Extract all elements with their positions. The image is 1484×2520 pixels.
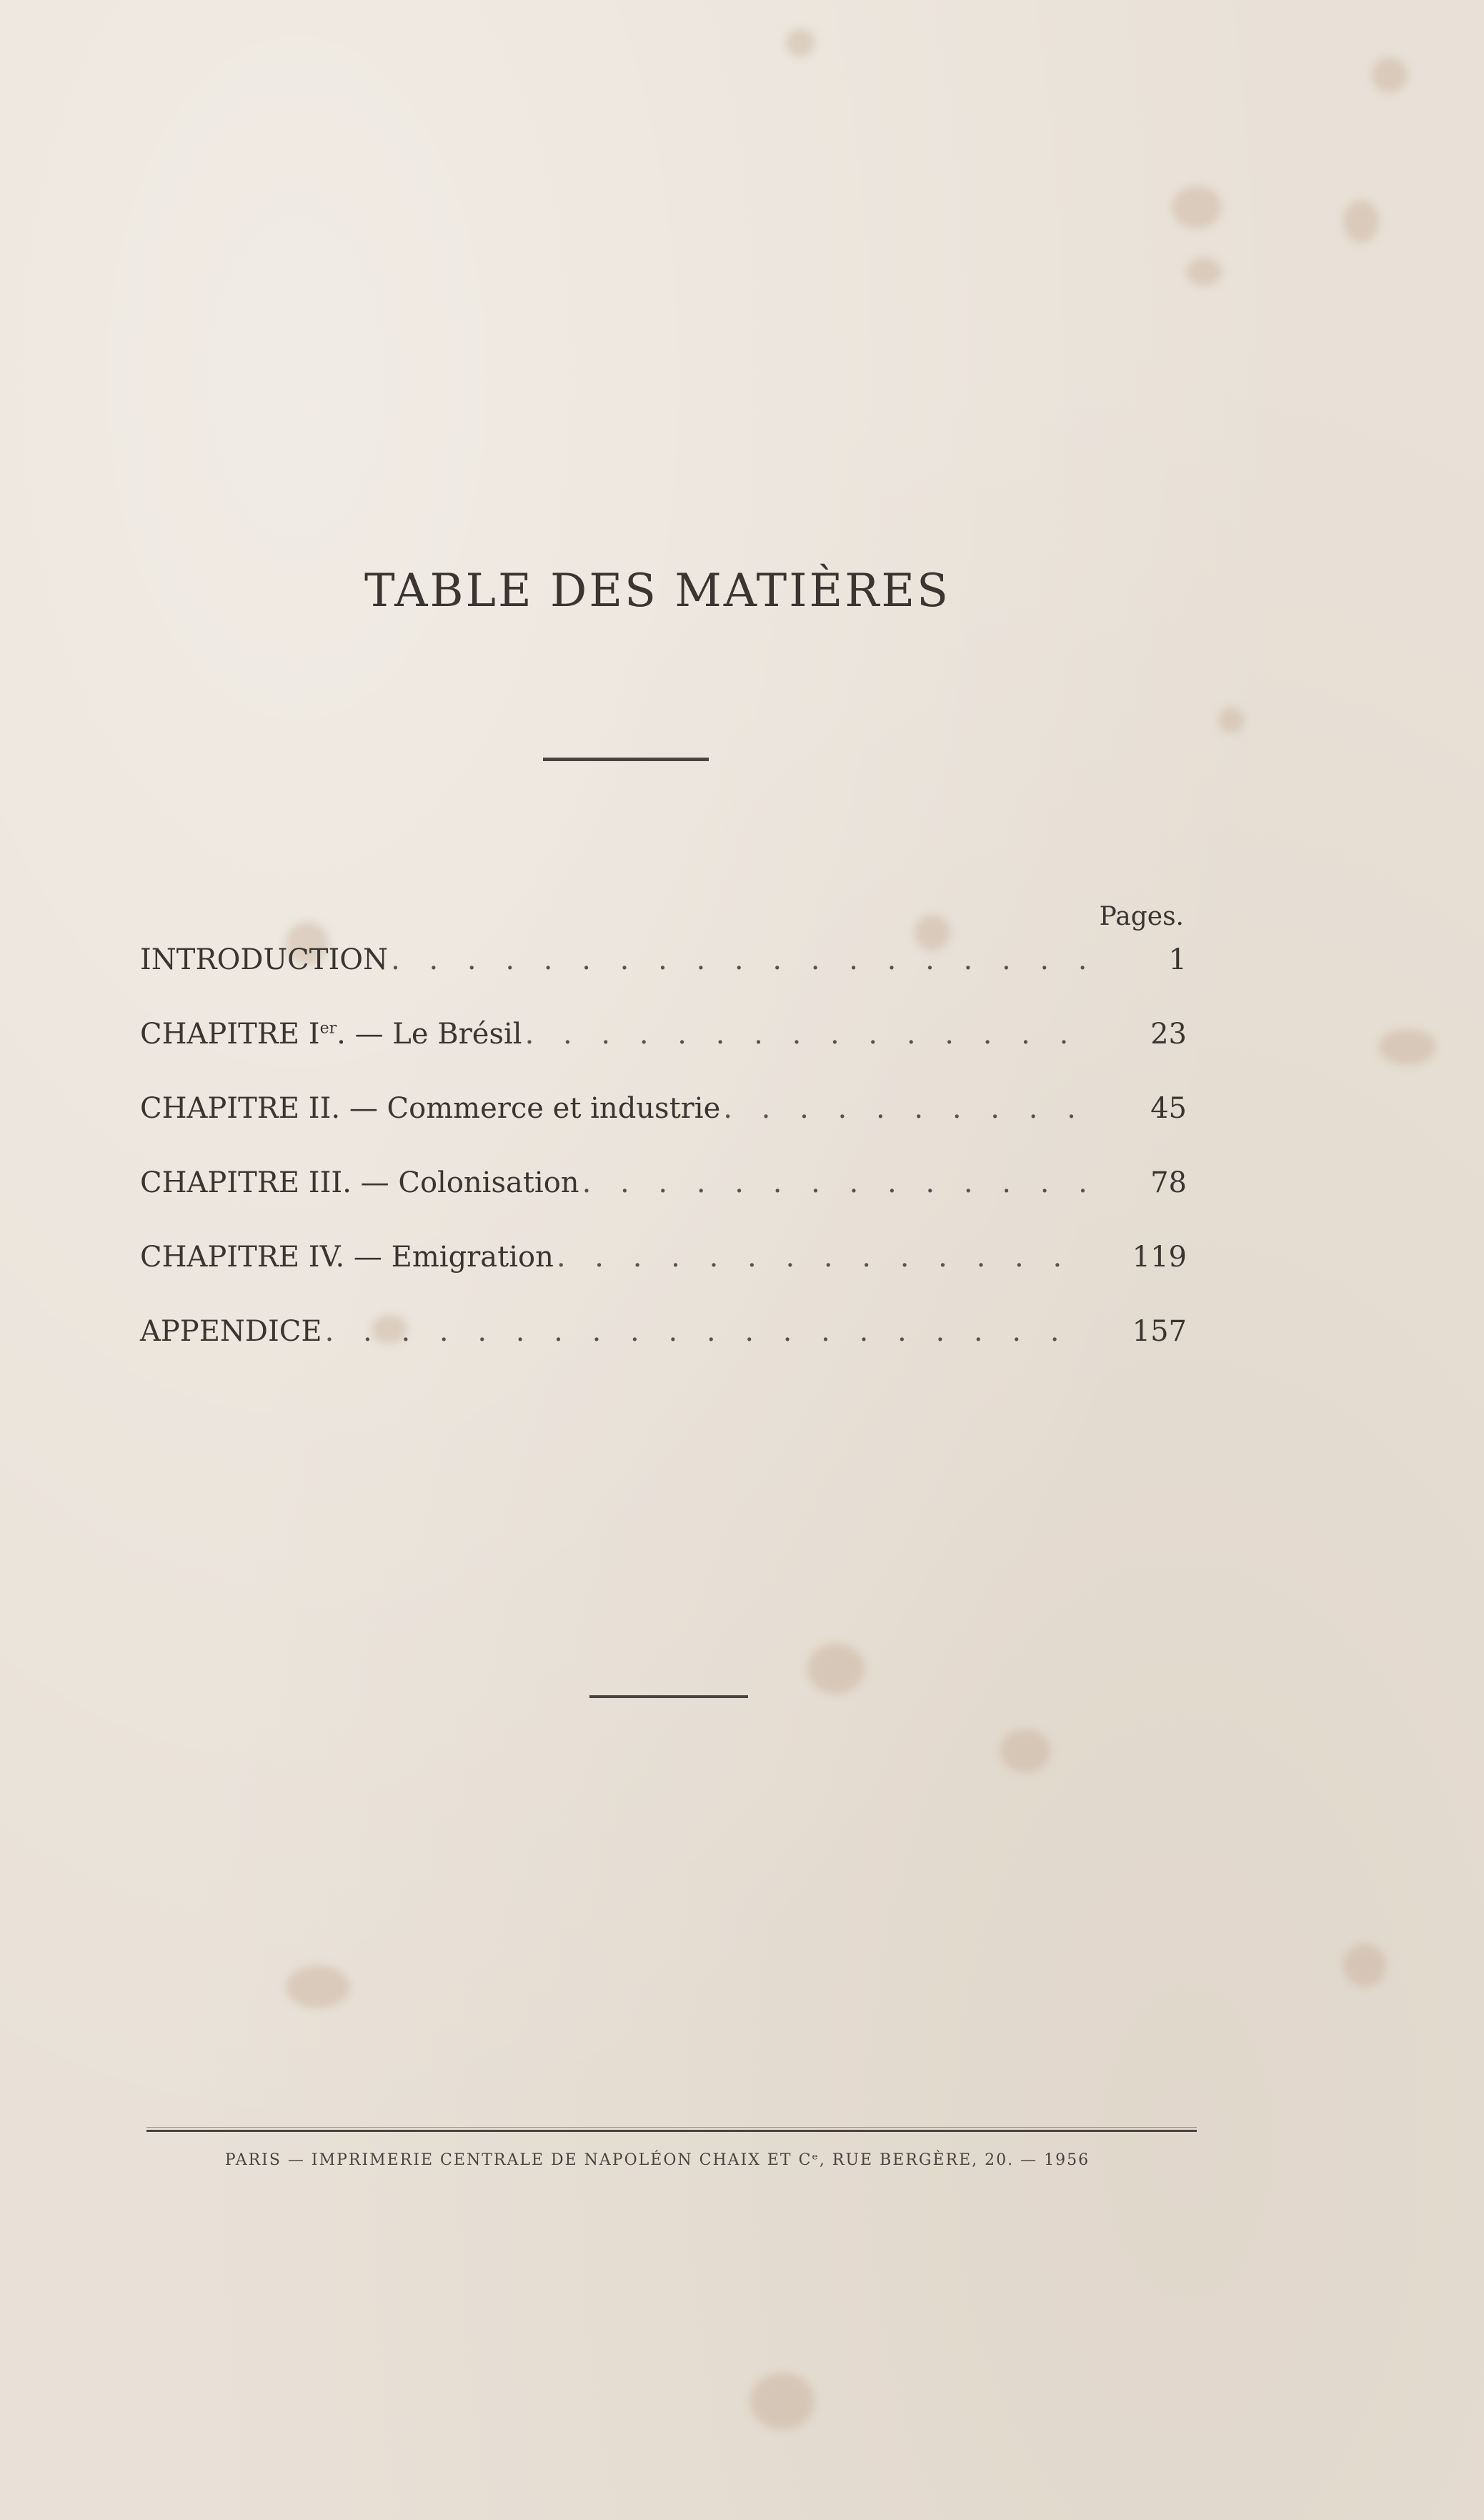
closing-rule <box>589 1695 748 1698</box>
leader-dots <box>557 1241 1091 1274</box>
age-spot <box>1000 1730 1050 1772</box>
leader-dots <box>391 943 1091 976</box>
toc-entry-page: 23 <box>1150 1018 1187 1051</box>
leader-dots <box>325 1315 1091 1348</box>
age-spot <box>286 1965 350 2008</box>
toc-entry-chapter-3 <box>140 1166 1187 1241</box>
printer-imprint: PARIS — IMPRIMERIE CENTRALE DE NAPOLÉON CHAIX ET Cᵉ, RUE BERGÈRE, 20. — 1956 <box>224 2151 1090 2169</box>
age-spot <box>786 29 815 57</box>
age-spot <box>1372 57 1408 93</box>
age-spot <box>1172 186 1222 229</box>
toc-entry-label: CHAPITRE II. — Commerce et industrie <box>140 1092 721 1125</box>
toc-entry-appendix <box>140 1315 1187 1389</box>
ordinal-superscript: er <box>319 1019 337 1038</box>
age-spot <box>1343 1944 1386 1987</box>
age-spot <box>1379 1029 1436 1065</box>
leader-dots <box>582 1166 1091 1199</box>
age-spot <box>1186 257 1222 286</box>
page-title: TABLE DES MATIÈRES <box>364 565 950 617</box>
toc-entry-label: APPENDICE <box>140 1315 322 1348</box>
toc-entry-introduction <box>140 943 1187 1018</box>
table-of-contents <box>140 943 1187 1389</box>
age-spot <box>1218 708 1244 733</box>
footer-rule-thin <box>146 2127 1197 2128</box>
toc-entry-page: 1 <box>1168 943 1187 976</box>
toc-entry-page: 78 <box>1150 1166 1187 1199</box>
age-spot <box>750 2373 815 2430</box>
toc-entry-label: INTRODUCTION <box>140 943 389 976</box>
leader-dots <box>723 1092 1091 1125</box>
footer-rule <box>146 2130 1197 2132</box>
toc-entry-label: CHAPITRE Ier. — Le Brésil <box>140 1018 522 1051</box>
toc-entry-page: 157 <box>1132 1315 1187 1348</box>
toc-entry-page: 45 <box>1150 1092 1187 1125</box>
pages-column-label: Pages. <box>1099 902 1184 931</box>
toc-entry-chapter-4 <box>140 1241 1187 1315</box>
title-rule <box>543 758 709 761</box>
toc-entry-chapter-1 <box>140 1018 1187 1092</box>
age-spot <box>1343 200 1379 243</box>
toc-entry-label: CHAPITRE III. — Colonisation <box>140 1166 579 1199</box>
leader-dots <box>525 1018 1091 1051</box>
toc-entry-label: CHAPITRE IV. — Emigration <box>140 1241 554 1274</box>
toc-entry-chapter-2 <box>140 1092 1187 1166</box>
age-spot <box>807 1644 865 1694</box>
toc-entry-page: 119 <box>1132 1241 1187 1274</box>
